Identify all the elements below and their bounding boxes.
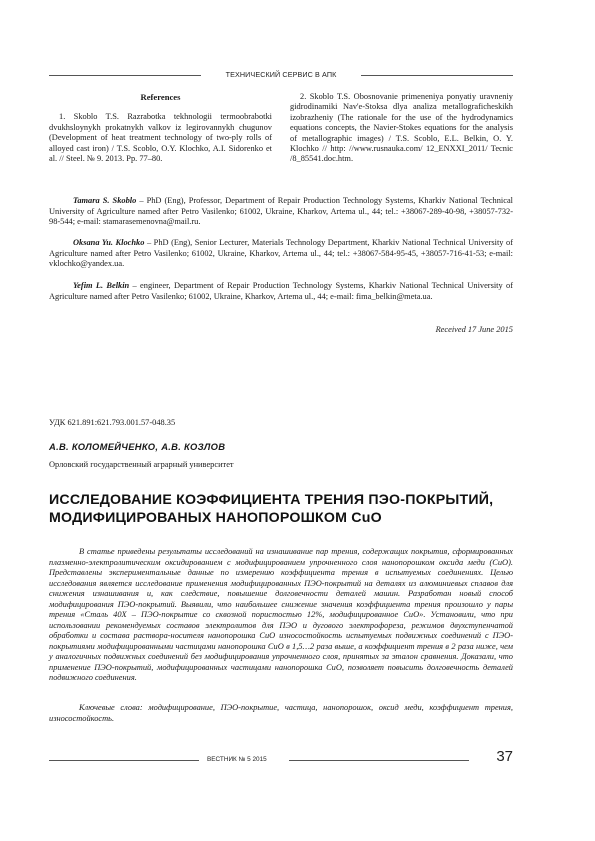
received-date: Received 17 June 2015 [435,325,513,334]
abstract: В статье приведены результаты исследований на изнашивание пар трения, содержащих покрытия, сформированных плазменно-электролитическим оксидированием с модифицированием упрочненного слоя нанопорошком оксида меди (CuO). Представлены экспериментальные данные по измерению коэффициента трения в испытуемых соединениях. Целью исследования является исследование применения модифицированных ПЭО-покрытий на деталях из алюминиевых сплавов для снижения изнашивания и, как следствие, повышение долговечности деталей машин. Разработан новый способ модифицирования ПЭО-покрытий. Выявили, что наибольшее снижение значения коэффициента трения произошло у пары трения «Сталь 40Х – ПЭО-покрытие со сквозной пористостью 12%, модифицированное CuO». Установили, что при использовании рекомендуемых составов электролитов для ПЭО и дугового электрофореза, режимов двухступенчатой обработки и состава раствора-носителя нанопорошка CuO износостойкость испытуемых подвижных соединений с ПЭО-покрытиями модифицированными частицами нанопорошка CuO в 1,5…2 раза выше, а коэффициент трения в 2 раза ниже, чем у аналогичных подвижных соединений без модифицирования упрочненного слоя, принятых за эталон сравнения. Доказали, что применение ПЭО-покрытий, модифицированных частицами нанопорошка CuO, позволяет повысить долговечность деталей подвижного соединения. [49,547,513,682]
header-rule-right [361,75,513,76]
footer-rule-left [49,760,199,761]
author-name: Yefim L. Belkin [73,281,130,290]
references-heading: References [140,92,181,102]
running-title: ТЕХНИЧЕСКИЙ СЕРВИС В АПК [225,70,337,79]
author-bio-skoblo [49,196,513,228]
running-header [49,70,513,82]
page-number: 37 [496,748,513,765]
title-line-1: ИССЛЕДОВАНИЕ КОЭФФИЦИЕНТА ТРЕНИЯ ПЭО-ПОКРЫТИЙ, [49,492,494,508]
journal-issue: ВЕСТНИК № 5 2015 [207,756,267,763]
author-bio-belkin [49,281,513,302]
author-name: Oksana Yu. Klochko [73,238,145,247]
author-details: – PhD (Eng), Professor, Department of Repair Production Technology Systems, Kharkiv National Technical University of Agriculture named after Petro Vasilenko; 61002, Ukraine, Kharkov, Artema ul., 44; tel.: +38067-289-40-98, +38057-732-98-544; e-mail: stamarasemenovna@mail.ru. [49,196,514,227]
author-name: Tamara S. Skoblo [73,196,137,205]
udk-code: УДК 621.891:621.793.001.57-048.35 [49,418,176,427]
keywords: Ключевые слова: модифицирование, ПЭО-покрытие, частица, нанопорошок, оксид меди, коэффициент трения, износостойкость. [49,703,513,723]
reference-2: 2. Skoblo T.S. Obosnovanie primeneniya ponyatiy uravneniy gidrodinamiki Nav'e-Stoksa dlya analiza metallograficheskikh izobrazheniy (The rationale for the use of the hydrodynamics equations concepts, the Navier-Stokes equations for the analysis of metallographic images) / T.S. Scoblo, E.L. Belkin, O. Y. Klochko // http: //www.rusnauka.com/ 12_ENXXI_2011/ Tecnic /8_85541.doc.htm. [290,92,513,164]
author-details: – PhD (Eng), Senior Lecturer, Materials Technology Department, Kharkiv National Technical University of Agriculture named after Petro Vasilenko; 61002, Ukraine, Kharkov, Artema ul., 44; tel.: +38067-584-95-45, +38057-716-41-53; e-mail: vklochko@yandex.ua. [49,238,514,269]
author-details: – engineer, Department of Repair Production Technology Systems, Kharkiv National Technical University of Agriculture named after Petro Vasilenko; 61002, Ukraine, Kharkov, Artema ul., 44; e-mail: fima_belkin@meta.ua. [49,281,513,301]
article-authors: А.В. КОЛОМЕЙЧЕНКО, А.В. КОЗЛОВ [49,441,226,452]
references-left-column [49,92,272,164]
page-footer [49,748,513,774]
footer-rule-right [289,760,469,761]
title-line-2: МОДИФИЦИРОВАНЫХ НАНОПОРОШКОМ CuO [49,509,382,526]
references-section [49,92,513,184]
author-bio-klochko [49,238,513,270]
article-title [49,492,519,527]
reference-1: 1. Skoblo T.S. Razrabotka tekhnologii termoobrabotki dvukhsloynykh prokatnykh valkov iz legirovannykh chugunov (Development of heat treatment technology of two-ply rolls of alloyed cast iron) / T.S. Scoblo, O.Y. Klochko, A.I. Sidorenko et al. // Steel. № 9. 2013. Pp. 77–80. [49,112,272,164]
author-affiliation: Орловский государственный аграрный университет [49,460,234,469]
references-right-column [290,92,513,165]
